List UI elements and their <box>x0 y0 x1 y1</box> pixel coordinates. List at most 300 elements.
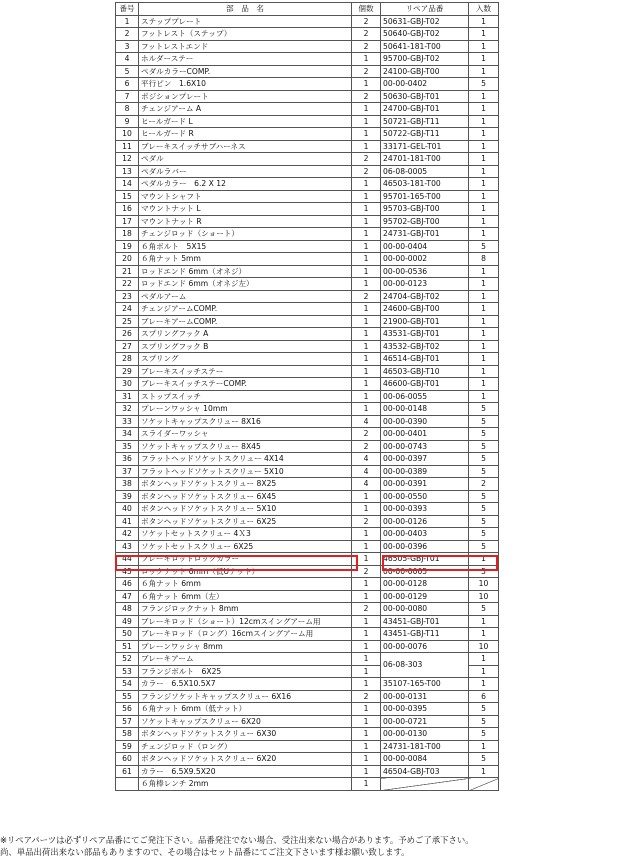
cell-part-name: フラットヘッドソケットスクリュー 4X14 <box>139 453 352 466</box>
cell-quantity: 1 <box>352 653 381 666</box>
cell-repair-part-number: 00-00-0084 <box>381 753 469 766</box>
table-row <box>116 78 499 91</box>
cell-quantity: 2 <box>352 515 381 528</box>
table-row <box>116 453 499 466</box>
footnote-line-2: 尚、単品出荷出来ない部品もありますので、その場合はセット品番にてご注文下さいます様お願い致します。 <box>0 847 410 857</box>
cell-repair-part-number: 21900-GBJ-T01 <box>381 315 469 328</box>
cell-part-name: チェンジアームCOMP. <box>139 303 352 316</box>
cell-repair-part-number: 43451-GBJ-T11 <box>381 628 469 641</box>
cell-part-name: スプリングフック B <box>139 340 352 353</box>
table-row <box>116 690 499 703</box>
table-row <box>116 153 499 166</box>
table-row <box>116 415 499 428</box>
table-row <box>116 240 499 253</box>
cell-row-number: 59 <box>116 740 139 753</box>
cell-part-name: ホルダーステー <box>139 53 352 66</box>
cell-quantity: 1 <box>352 303 381 316</box>
cell-part-name: ヒールガード R <box>139 128 352 141</box>
cell-part-name: ペダルカラー 6.2 X 12 <box>139 178 352 191</box>
cell-part-name: ペダルラバー <box>139 165 352 178</box>
table-row <box>116 490 499 503</box>
cell-repair-part-number: 00-00-0401 <box>381 428 469 441</box>
cell-pack-count: 1 <box>469 353 499 366</box>
table-row <box>116 603 499 616</box>
cell-row-number: 46 <box>116 578 139 591</box>
cell-row-number: 7 <box>116 90 139 103</box>
cell-repair-part-number: 00-00-0403 <box>381 528 469 541</box>
cell-pack-count: 1 <box>469 203 499 216</box>
cell-repair-part-number: 00-00-0404 <box>381 240 469 253</box>
cell-repair-part-number: 24700-GBJ-T01 <box>381 103 469 116</box>
cell-repair-part-number: 00-00-0128 <box>381 578 469 591</box>
cell-repair-part-number: 00-00-0536 <box>381 265 469 278</box>
cell-quantity: 2 <box>352 690 381 703</box>
cell-quantity: 1 <box>352 128 381 141</box>
cell-quantity: 1 <box>352 740 381 753</box>
cell-pack-count: 1 <box>469 90 499 103</box>
cell-row-number: 6 <box>116 78 139 91</box>
table-row <box>116 753 499 766</box>
cell-part-name: ボタンヘッドソケットスクリュー 6X45 <box>139 490 352 503</box>
cell-quantity: 2 <box>352 153 381 166</box>
cell-quantity: 2 <box>352 440 381 453</box>
cell-repair-part-number: 00-00-0721 <box>381 715 469 728</box>
cell-pack-count: 1 <box>469 628 499 641</box>
cell-row-number: 20 <box>116 253 139 266</box>
cell-part-name: ロッドエンド 6mm（オネジ） <box>139 265 352 278</box>
cell-pack-count: 1 <box>469 278 499 291</box>
cell-part-name: スプリング <box>139 353 352 366</box>
cell-pack-count: 5 <box>469 515 499 528</box>
cell-row-number: 9 <box>116 115 139 128</box>
cell-quantity: 1 <box>352 378 381 391</box>
cell-part-name: プレーンワッシャ 10mm <box>139 403 352 416</box>
cell-quantity: 1 <box>352 403 381 416</box>
cell-part-name: ６角ナット 6mm（低ナット） <box>139 703 352 716</box>
cell-repair-part-number: 00-00-0131 <box>381 690 469 703</box>
cell-repair-part-number: 00-00-0080 <box>381 603 469 616</box>
cell-pack-count: 5 <box>469 453 499 466</box>
header-pack-count: 入数 <box>469 3 499 16</box>
cell-repair-part-number: 00-00-0005 <box>381 565 469 578</box>
cell-row-number: 28 <box>116 353 139 366</box>
cell-row-number: 23 <box>116 290 139 303</box>
cell-row-number: 2 <box>116 28 139 41</box>
cell-quantity: 2 <box>352 565 381 578</box>
table-row <box>116 590 499 603</box>
cell-row-number: 57 <box>116 715 139 728</box>
table-row <box>116 540 499 553</box>
table-row <box>116 365 499 378</box>
cell-part-name: ６角ナット 6mm <box>139 578 352 591</box>
cell-pack-count: 5 <box>469 703 499 716</box>
table-row <box>116 403 499 416</box>
cell-part-name: ソケットキャップスクリュー 6X20 <box>139 715 352 728</box>
cell-pack-count: 5 <box>469 490 499 503</box>
cell-pack-count: 1 <box>469 215 499 228</box>
cell-pack-count: 10 <box>469 590 499 603</box>
cell-row-number: 15 <box>116 190 139 203</box>
cell-part-name: ソケットセットスクリュー 6X25 <box>139 540 352 553</box>
table-row <box>116 253 499 266</box>
cell-part-name: ブレーキアームCOMP. <box>139 315 352 328</box>
cell-repair-part-number: 46503-181-T00 <box>381 178 469 191</box>
cell-pack-count: 1 <box>469 165 499 178</box>
table-row <box>116 653 499 666</box>
cell-quantity: 2 <box>352 165 381 178</box>
cell-row-number: 35 <box>116 440 139 453</box>
cell-repair-part-number: 95701-165-T00 <box>381 190 469 203</box>
cell-pack-count: 5 <box>469 715 499 728</box>
cell-repair-part-number: 00-00-0130 <box>381 728 469 741</box>
cell-part-name: ボタンヘッドソケットスクリュー 6X30 <box>139 728 352 741</box>
cell-part-name: マウントナット L <box>139 203 352 216</box>
cell-pack-count: 1 <box>469 290 499 303</box>
cell-part-name: スライダーワッシャ <box>139 428 352 441</box>
cell-row-number: 27 <box>116 340 139 353</box>
cell-row-number: 41 <box>116 515 139 528</box>
cell-part-name: フランジソケットキャップスクリュー 6X16 <box>139 690 352 703</box>
cell-quantity: 1 <box>352 365 381 378</box>
cell-quantity: 1 <box>352 203 381 216</box>
cell-part-name: ポジションプレート <box>139 90 352 103</box>
cell-row-number: 36 <box>116 453 139 466</box>
cell-pack-count: 1 <box>469 653 499 666</box>
cell-pack-count: 5 <box>469 540 499 553</box>
cell-quantity: 1 <box>352 528 381 541</box>
table-row <box>116 53 499 66</box>
cell-quantity: 2 <box>352 603 381 616</box>
footnote-line-1: ※リペアパーツは必ずリペア品番にてご発注下さい。品番発注でない場合、受注出来ない場合があります。予めご了承下さい。 <box>0 835 474 845</box>
cell-pack-count: 5 <box>469 403 499 416</box>
cell-repair-part-number: 00-00-0148 <box>381 403 469 416</box>
cell-part-name: ペダルアーム <box>139 290 352 303</box>
cell-quantity: 1 <box>352 278 381 291</box>
cell-part-name: ボタンヘッドソケットスクリュー 6X20 <box>139 753 352 766</box>
cell-row-number: 19 <box>116 240 139 253</box>
cell-quantity: 1 <box>352 240 381 253</box>
cell-row-number: 16 <box>116 203 139 216</box>
table-row <box>116 340 499 353</box>
cell-pack-count: 5 <box>469 753 499 766</box>
cell-repair-part-number: 00-00-0743 <box>381 440 469 453</box>
cell-part-name: ボタンヘッドソケットスクリュー 6X25 <box>139 515 352 528</box>
cell-repair-part-number: 46505-GBJ-T01 <box>381 553 469 566</box>
cell-repair-part-number: 06-08-0005 <box>381 165 469 178</box>
cell-row-number: 39 <box>116 490 139 503</box>
cell-row-number: 17 <box>116 215 139 228</box>
cell-row-number: 13 <box>116 165 139 178</box>
cell-quantity: 2 <box>352 428 381 441</box>
cell-quantity: 1 <box>352 190 381 203</box>
cell-row-number: 44 <box>116 553 139 566</box>
cell-quantity: 1 <box>352 715 381 728</box>
cell-repair-part-number: 95700-GBJ-T02 <box>381 53 469 66</box>
cell-pack-count: 5 <box>469 240 499 253</box>
cell-quantity: 2 <box>352 290 381 303</box>
cell-row-number <box>116 778 139 791</box>
cell-row-number: 37 <box>116 465 139 478</box>
cell-part-name: マウントシャフト <box>139 190 352 203</box>
table-row <box>116 378 499 391</box>
cell-pack-count: 1 <box>469 40 499 53</box>
cell-pack-count: 1 <box>469 340 499 353</box>
table-row <box>116 615 499 628</box>
cell-repair-part-number: 50722-GBJ-T11 <box>381 128 469 141</box>
cell-row-number: 60 <box>116 753 139 766</box>
table-row <box>116 265 499 278</box>
cell-row-number: 40 <box>116 503 139 516</box>
cell-quantity: 1 <box>352 315 381 328</box>
cell-part-name: ６角ボルト 5X15 <box>139 240 352 253</box>
table-row <box>116 528 499 541</box>
cell-quantity: 1 <box>352 390 381 403</box>
cell-part-name: スプリングフック A <box>139 328 352 341</box>
cell-pack-count: 1 <box>469 115 499 128</box>
cell-repair-part-number: 00-00-0002 <box>381 253 469 266</box>
cell-repair-part-number: 00-00-0395 <box>381 703 469 716</box>
cell-part-name: チェンジアーム A <box>139 103 352 116</box>
cell-quantity: 1 <box>352 553 381 566</box>
cell-part-name: チェンジロッド（ロング） <box>139 740 352 753</box>
table-row <box>116 553 499 566</box>
cell-pack-count: 5 <box>469 440 499 453</box>
cell-row-number: 21 <box>116 265 139 278</box>
cell-row-number: 31 <box>116 390 139 403</box>
cell-part-name: プレーンワッシャ 8mm <box>139 640 352 653</box>
cell-row-number: 56 <box>116 703 139 716</box>
table-row <box>116 628 499 641</box>
table-row <box>116 640 499 653</box>
cell-quantity: 1 <box>352 778 381 791</box>
cell-pack-count: 6 <box>469 690 499 703</box>
table-row <box>116 678 499 691</box>
cell-part-name: ロッドエンド 6mm（オネジ左） <box>139 278 352 291</box>
cell-row-number: 29 <box>116 365 139 378</box>
cell-quantity: 2 <box>352 90 381 103</box>
cell-row-number: 8 <box>116 103 139 116</box>
table-row <box>116 728 499 741</box>
cell-row-number: 42 <box>116 528 139 541</box>
cell-quantity: 1 <box>352 340 381 353</box>
table-row <box>116 565 499 578</box>
cell-part-name: ソケットキャップスクリュー 8X45 <box>139 440 352 453</box>
cell-quantity: 1 <box>352 728 381 741</box>
cell-repair-part-number: 00-00-0396 <box>381 540 469 553</box>
cell-row-number: 43 <box>116 540 139 553</box>
cell-row-number: 58 <box>116 728 139 741</box>
cell-row-number: 52 <box>116 653 139 666</box>
cell-quantity: 1 <box>352 665 381 678</box>
cell-row-number: 14 <box>116 178 139 191</box>
cell-pack-count: 8 <box>469 253 499 266</box>
cell-quantity: 1 <box>352 753 381 766</box>
cell-pack-count: 5 <box>469 565 499 578</box>
cell-quantity: 1 <box>352 253 381 266</box>
cell-row-number: 34 <box>116 428 139 441</box>
cell-quantity: 1 <box>352 490 381 503</box>
cell-pack-count: 1 <box>469 378 499 391</box>
cell-row-number: 61 <box>116 765 139 778</box>
cell-quantity: 1 <box>352 178 381 191</box>
cell-repair-part-number: 00-00-0389 <box>381 465 469 478</box>
cell-repair-part-number: 00-00-0402 <box>381 78 469 91</box>
cell-pack-count: 10 <box>469 578 499 591</box>
cell-repair-part-number: 24731-GBJ-T01 <box>381 228 469 241</box>
cell-quantity: 1 <box>352 540 381 553</box>
cell-part-name: ヒールガード L <box>139 115 352 128</box>
cell-quantity: 4 <box>352 465 381 478</box>
cell-row-number: 33 <box>116 415 139 428</box>
table-row <box>116 140 499 153</box>
cell-repair-part-number: 33171-GEL-T01 <box>381 140 469 153</box>
cell-quantity: 1 <box>352 615 381 628</box>
table-row <box>116 440 499 453</box>
cell-pack-count: 1 <box>469 615 499 628</box>
cell-pack-count: 5 <box>469 528 499 541</box>
cell-repair-part-number: 46600-GBJ-T01 <box>381 378 469 391</box>
cell-part-name: チェンジロッド（ショート） <box>139 228 352 241</box>
cell-row-number: 38 <box>116 478 139 491</box>
cell-quantity: 1 <box>352 353 381 366</box>
cell-quantity: 1 <box>352 578 381 591</box>
table-row <box>116 190 499 203</box>
cell-part-name: ブレーキロッド（ロング）16cmスイングアーム用 <box>139 628 352 641</box>
table-row <box>116 515 499 528</box>
table-row <box>116 65 499 78</box>
table-row <box>116 203 499 216</box>
cell-row-number: 50 <box>116 628 139 641</box>
table-row <box>116 28 499 41</box>
table-body <box>116 15 499 790</box>
cell-quantity: 1 <box>352 703 381 716</box>
table-row <box>116 428 499 441</box>
table-row <box>116 115 499 128</box>
cell-part-name: フランジロックナット 8mm <box>139 603 352 616</box>
cell-pack-count: 5 <box>469 428 499 441</box>
table-row <box>116 215 499 228</box>
cell-part-name: フランジボルト 6X25 <box>139 665 352 678</box>
header-quantity: 個数 <box>352 3 381 16</box>
cell-part-name: ペダルカラーCOMP. <box>139 65 352 78</box>
table-row <box>116 390 499 403</box>
cell-row-number: 3 <box>116 40 139 53</box>
header-part-name: 部 品 名 <box>139 3 352 16</box>
cell-repair-part-number: 00-00-0076 <box>381 640 469 653</box>
table-row <box>116 328 499 341</box>
cell-part-name: フットレスト（ステップ） <box>139 28 352 41</box>
cell-repair-part-number: 95703-GBJ-T00 <box>381 203 469 216</box>
cell-repair-part-number: 43451-GBJ-T01 <box>381 615 469 628</box>
cell-repair-part-number <box>381 778 469 791</box>
cell-quantity: 1 <box>352 628 381 641</box>
cell-repair-part-number: 50640-GBJ-T02 <box>381 28 469 41</box>
cell-repair-part-number: 43531-GBJ-T01 <box>381 328 469 341</box>
cell-pack-count: 1 <box>469 553 499 566</box>
cell-pack-count: 1 <box>469 328 499 341</box>
cell-quantity: 1 <box>352 140 381 153</box>
table-row <box>116 465 499 478</box>
cell-repair-part-number: 00-00-0393 <box>381 503 469 516</box>
table-row <box>116 90 499 103</box>
cell-pack-count: 1 <box>469 128 499 141</box>
cell-part-name: フラットヘッドソケットスクリュー 5X10 <box>139 465 352 478</box>
table-header-row <box>116 3 499 16</box>
cell-quantity: 1 <box>352 215 381 228</box>
cell-part-name: ロックナット 6mm（低Uナット） <box>139 565 352 578</box>
table-row <box>116 128 499 141</box>
cell-pack-count: 1 <box>469 665 499 678</box>
cell-repair-part-number: 24701-181-T00 <box>381 153 469 166</box>
cell-part-name: ブレーキアーム <box>139 653 352 666</box>
cell-pack-count: 1 <box>469 228 499 241</box>
cell-pack-count: 1 <box>469 678 499 691</box>
cell-quantity: 1 <box>352 640 381 653</box>
cell-part-name: ストップスイッチ <box>139 390 352 403</box>
cell-quantity: 1 <box>352 78 381 91</box>
cell-pack-count: 5 <box>469 503 499 516</box>
table-row <box>116 278 499 291</box>
cell-repair-part-number: 24100-GBJ-T00 <box>381 65 469 78</box>
table-row <box>116 478 499 491</box>
cell-repair-part-number: 24704-GBJ-T02 <box>381 290 469 303</box>
table-row <box>116 290 499 303</box>
cell-repair-part-number: 00-00-0391 <box>381 478 469 491</box>
cell-repair-part-number: 50641-181-T00 <box>381 40 469 53</box>
cell-part-name: ステッププレート <box>139 15 352 28</box>
cell-quantity: 4 <box>352 453 381 466</box>
cell-part-name: ６角ナット 6mm（左） <box>139 590 352 603</box>
cell-repair-part-number: 06-08-303 <box>381 653 469 678</box>
cell-pack-count: 1 <box>469 190 499 203</box>
cell-repair-part-number: 00-00-0397 <box>381 453 469 466</box>
cell-repair-part-number: 24600-GBJ-T00 <box>381 303 469 316</box>
cell-repair-part-number: 00-00-0390 <box>381 415 469 428</box>
cell-part-name: ボタンヘッドソケットスクリュー 8X25 <box>139 478 352 491</box>
table-row <box>116 15 499 28</box>
cell-part-name: ６角ナット 5mm <box>139 253 352 266</box>
cell-quantity: 1 <box>352 765 381 778</box>
table-row <box>116 303 499 316</box>
cell-row-number: 55 <box>116 690 139 703</box>
table-row <box>116 178 499 191</box>
cell-repair-part-number: 46514-GBJ-T01 <box>381 353 469 366</box>
cell-pack-count: 1 <box>469 140 499 153</box>
cell-repair-part-number: 50630-GBJ-T01 <box>381 90 469 103</box>
cell-repair-part-number: 95702-GBJ-T00 <box>381 215 469 228</box>
cell-part-name: ６角棒レンチ 2mm <box>139 778 352 791</box>
table-row <box>116 765 499 778</box>
cell-row-number: 30 <box>116 378 139 391</box>
cell-row-number: 26 <box>116 328 139 341</box>
cell-repair-part-number: 46503-GBJ-T10 <box>381 365 469 378</box>
cell-row-number: 12 <box>116 153 139 166</box>
cell-part-name: ブレーキロッドロックカラー <box>139 553 352 566</box>
cell-repair-part-number: 35107-165-T00 <box>381 678 469 691</box>
cell-pack-count: 2 <box>469 478 499 491</box>
cell-row-number: 18 <box>116 228 139 241</box>
cell-quantity: 1 <box>352 503 381 516</box>
cell-row-number: 25 <box>116 315 139 328</box>
cell-quantity: 2 <box>352 28 381 41</box>
cell-quantity: 4 <box>352 478 381 491</box>
cell-pack-count: 1 <box>469 103 499 116</box>
cell-part-name: ソケットセットスクリュー 4Ｘ3 <box>139 528 352 541</box>
cell-pack-count: 1 <box>469 153 499 166</box>
table-row <box>116 103 499 116</box>
cell-quantity: 1 <box>352 228 381 241</box>
cell-repair-part-number: 43532-GBJ-T02 <box>381 340 469 353</box>
